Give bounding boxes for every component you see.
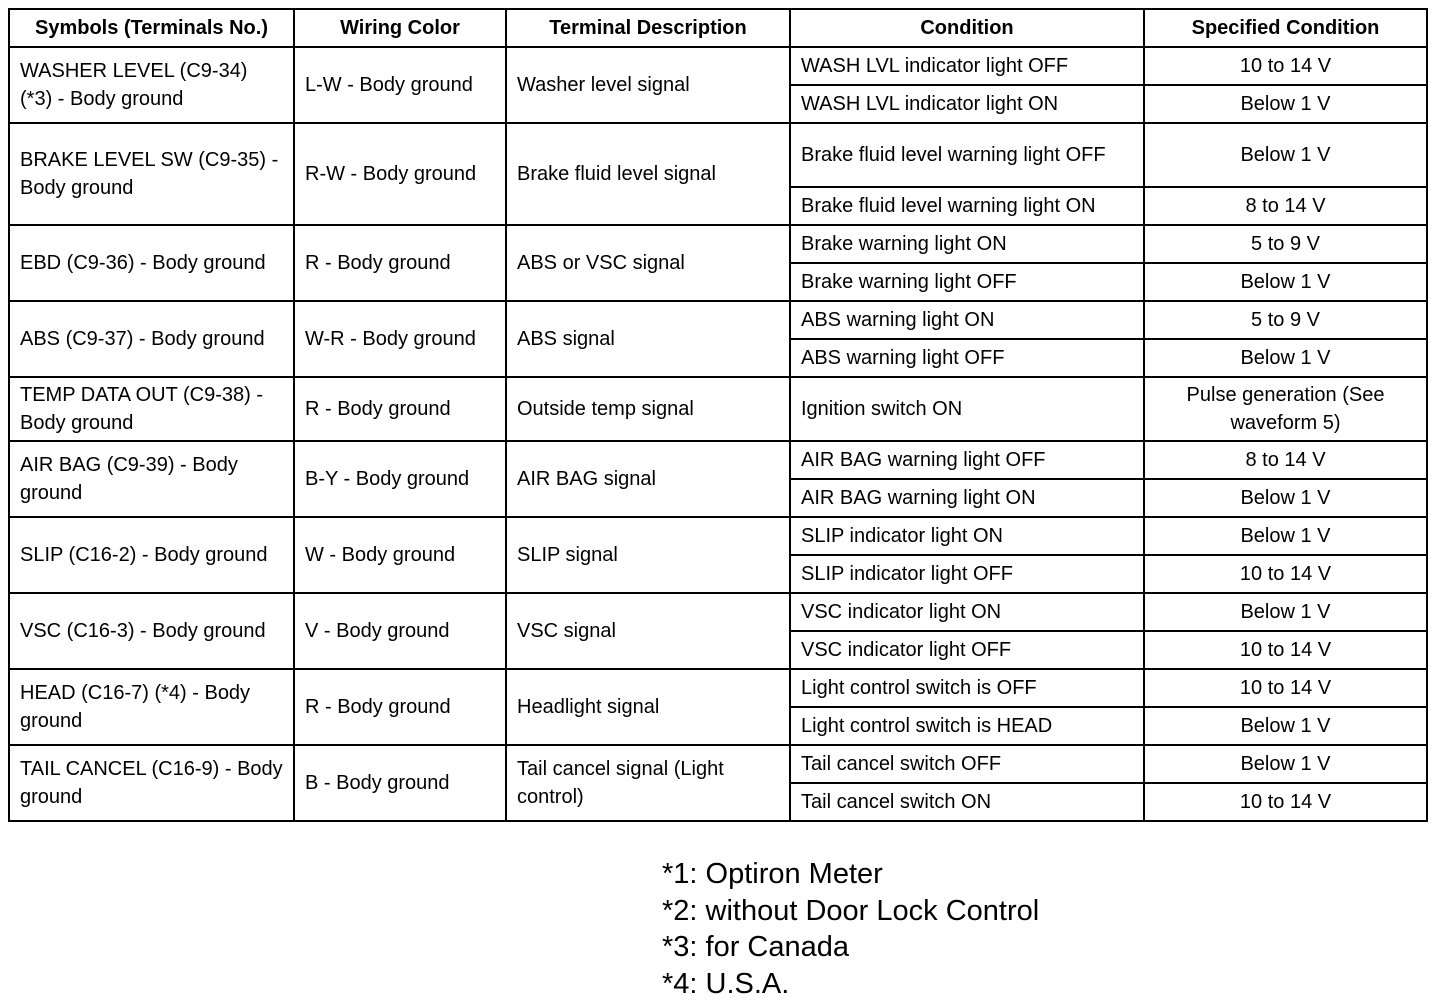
symbol-cell: HEAD (C16-7) (*4) - Body ground <box>9 669 294 745</box>
spec-cell: Below 1 V <box>1144 85 1427 123</box>
condition-cell: Light control switch is OFF <box>790 669 1144 707</box>
condition-cell: Brake fluid level warning light ON <box>790 187 1144 225</box>
condition-cell: VSC indicator light ON <box>790 593 1144 631</box>
description-cell: Brake fluid level signal <box>506 123 790 225</box>
wiring-cell: B - Body ground <box>294 745 506 821</box>
table-row <box>9 123 1427 187</box>
condition-cell: WASH LVL indicator light OFF <box>790 47 1144 85</box>
spec-cell: 10 to 14 V <box>1144 669 1427 707</box>
wiring-cell: W-R - Body ground <box>294 301 506 377</box>
wiring-cell: R - Body ground <box>294 669 506 745</box>
table-row <box>9 517 1427 555</box>
description-cell: SLIP signal <box>506 517 790 593</box>
spec-cell: 10 to 14 V <box>1144 555 1427 593</box>
spec-cell: Below 1 V <box>1144 339 1427 377</box>
table-row <box>9 669 1427 707</box>
table-row <box>9 745 1427 783</box>
symbol-cell: BRAKE LEVEL SW (C9-35) - Body ground <box>9 123 294 225</box>
header-specified-condition: Specified Condition <box>1144 9 1427 47</box>
symbol-cell: TEMP DATA OUT (C9-38) - Body ground <box>9 377 294 441</box>
condition-cell: SLIP indicator light ON <box>790 517 1144 555</box>
wiring-cell: R-W - Body ground <box>294 123 506 225</box>
spec-cell: Below 1 V <box>1144 479 1427 517</box>
description-cell: Tail cancel signal (Light control) <box>506 745 790 821</box>
spec-cell: 8 to 14 V <box>1144 187 1427 225</box>
spec-cell: Below 1 V <box>1144 707 1427 745</box>
description-cell: Outside temp signal <box>506 377 790 441</box>
symbol-cell: SLIP (C16-2) - Body ground <box>9 517 294 593</box>
spec-cell: 10 to 14 V <box>1144 783 1427 821</box>
spec-cell: Pulse generation (See waveform 5) <box>1144 377 1427 441</box>
condition-cell: Light control switch is HEAD <box>790 707 1144 745</box>
table-row <box>9 301 1427 339</box>
spec-cell: 5 to 9 V <box>1144 225 1427 263</box>
terminal-spec-table <box>8 8 1428 822</box>
table-row <box>9 47 1427 85</box>
footnotes <box>662 856 1039 1002</box>
condition-cell: AIR BAG warning light ON <box>790 479 1144 517</box>
table-row <box>9 377 1427 441</box>
spec-cell: 10 to 14 V <box>1144 47 1427 85</box>
description-cell: ABS or VSC signal <box>506 225 790 301</box>
table-row <box>9 441 1427 479</box>
description-cell: VSC signal <box>506 593 790 669</box>
symbol-cell: ABS (C9-37) - Body ground <box>9 301 294 377</box>
spec-cell: Below 1 V <box>1144 745 1427 783</box>
wiring-cell: W - Body ground <box>294 517 506 593</box>
footnote: *4: U.S.A. <box>662 967 790 1000</box>
symbol-cell: VSC (C16-3) - Body ground <box>9 593 294 669</box>
description-cell: Headlight signal <box>506 669 790 745</box>
wiring-cell: R - Body ground <box>294 225 506 301</box>
header-condition: Condition <box>790 9 1144 47</box>
symbol-cell: TAIL CANCEL (C16-9) - Body ground <box>9 745 294 821</box>
spec-cell: 10 to 14 V <box>1144 631 1427 669</box>
wiring-cell: V - Body ground <box>294 593 506 669</box>
spec-cell: Below 1 V <box>1144 123 1427 187</box>
description-cell: Washer level signal <box>506 47 790 123</box>
description-cell: ABS signal <box>506 301 790 377</box>
wiring-cell: L-W - Body ground <box>294 47 506 123</box>
header-row <box>9 9 1427 47</box>
spec-cell: Below 1 V <box>1144 517 1427 555</box>
header-wiring-color: Wiring Color <box>294 9 506 47</box>
condition-cell: ABS warning light OFF <box>790 339 1144 377</box>
header-symbols: Symbols (Terminals No.) <box>9 9 294 47</box>
condition-cell: ABS warning light ON <box>790 301 1144 339</box>
footnote: *2: without Door Lock Control <box>662 894 1040 927</box>
spec-cell: 8 to 14 V <box>1144 441 1427 479</box>
condition-cell: AIR BAG warning light OFF <box>790 441 1144 479</box>
condition-cell: VSC indicator light OFF <box>790 631 1144 669</box>
symbol-cell: WASHER LEVEL (C9-34) (*3) - Body ground <box>9 47 294 123</box>
header-terminal-description: Terminal Description <box>506 9 790 47</box>
table-row <box>9 593 1427 631</box>
symbol-cell: AIR BAG (C9-39) - Body ground <box>9 441 294 517</box>
wiring-cell: R - Body ground <box>294 377 506 441</box>
footnote: *1: Optiron Meter <box>662 858 883 890</box>
condition-cell: Tail cancel switch ON <box>790 783 1144 821</box>
footnote: *3: for Canada <box>662 931 850 963</box>
condition-cell: WASH LVL indicator light ON <box>790 85 1144 123</box>
spec-cell: Below 1 V <box>1144 263 1427 301</box>
condition-cell: SLIP indicator light OFF <box>790 555 1144 593</box>
spec-cell: 5 to 9 V <box>1144 301 1427 339</box>
spec-cell: Below 1 V <box>1144 593 1427 631</box>
condition-cell: Brake warning light ON <box>790 225 1144 263</box>
symbol-cell: EBD (C9-36) - Body ground <box>9 225 294 301</box>
condition-cell: Brake warning light OFF <box>790 263 1144 301</box>
condition-cell: Ignition switch ON <box>790 377 1144 441</box>
table-row <box>9 225 1427 263</box>
description-cell: AIR BAG signal <box>506 441 790 517</box>
condition-cell: Brake fluid level warning light OFF <box>790 123 1144 187</box>
wiring-cell: B-Y - Body ground <box>294 441 506 517</box>
condition-cell: Tail cancel switch OFF <box>790 745 1144 783</box>
